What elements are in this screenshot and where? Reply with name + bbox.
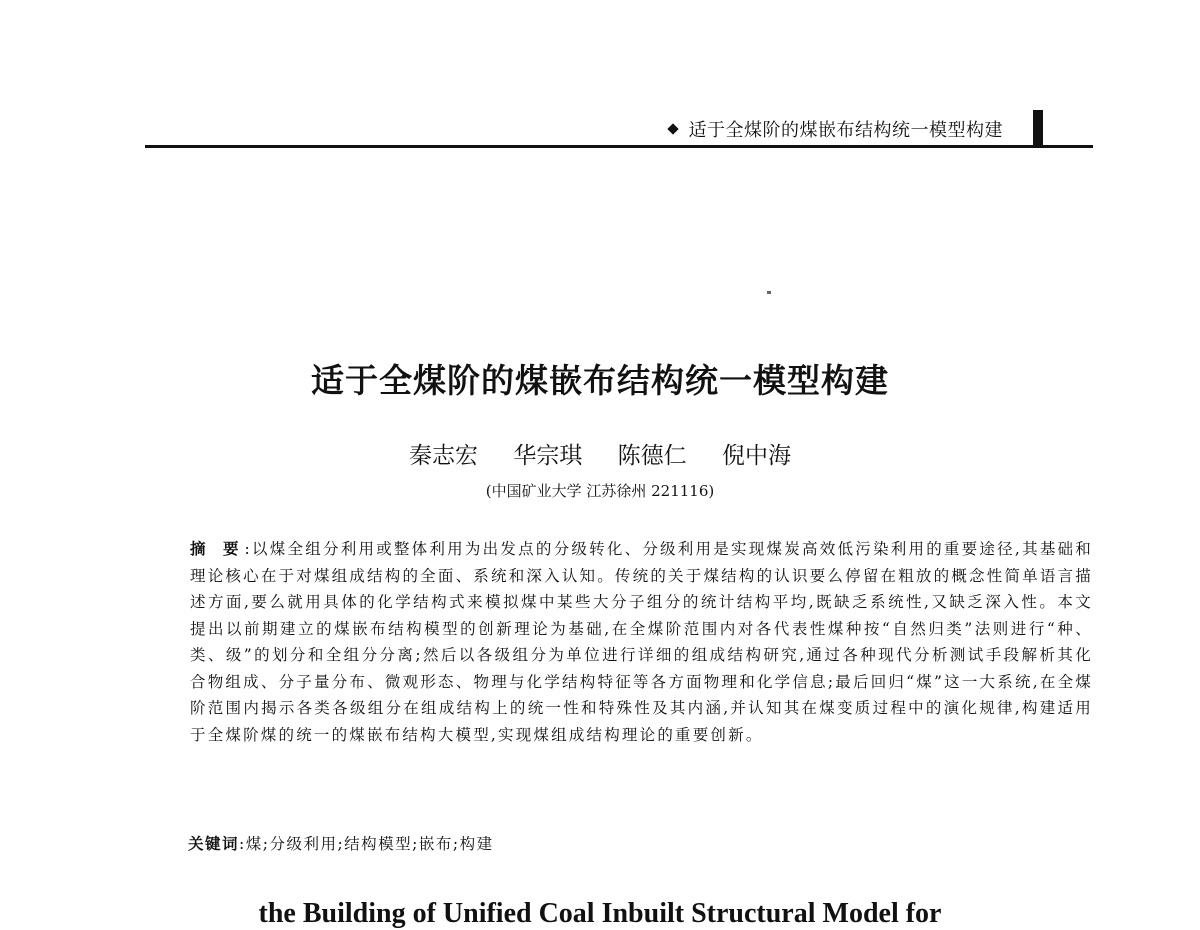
english-title: the Building of Unified Coal Inbuilt Structural Model for [258,898,942,929]
keywords [188,832,494,854]
running-header-text: 适于全煤阶的煤嵌布结构统一模型构建 [688,120,1003,141]
diamond-icon [667,123,678,134]
header-rule [145,145,1093,148]
author: 倪中海 [721,443,791,469]
affiliation: (中国矿业大学 江苏徐州 221116) [485,482,715,500]
keywords-label: 关键词 [188,835,240,853]
running-header [145,110,1093,148]
header-bar-mark [1033,110,1043,148]
author-list [0,437,1200,470]
author: 陈德仁 [617,443,687,469]
keywords-text: :煤;分级利用;结构模型;嵌布;构建 [239,835,494,853]
abstract [145,536,1093,748]
scan-speck [767,291,771,294]
abstract-text: :以煤全组分利用或整体利用为出发点的分级转化、分级利用是实现煤炭高效低污染利用的重要途径,其基础和理论核心在于对煤组成结构的全面、系统和深入认知。传统的关于煤结构的认识要么停留在粗放的概念性简单语言描述方面,要么就用具体的化学结构式来模拟煤中某些大分子组分的统计结构平均,既缺乏系统性,又缺乏深入性。本文提出以前期建立的煤嵌布结构模型的创新理论为基础,在全煤阶范围内对各代表性煤种按“自然归类”法则进行“种、类、级”的划分和全组分分离;然后以各级组分为单位进行详细的组成结构研究,通过各种现代分析测试手段解析其化合物组成、分子量分布、微观形态、物理与化学结构特征等各方面物理和化学信息;最后回归“煤”这一大系统,在全煤阶范围内揭示各类各级组分在组成结构上的统一性和特殊性及其内涵,并认知其在煤变质过程中的演化规律,构建适用于全煤阶煤的统一的煤嵌布结构大模型,实现煤组成结构理论的重要创新。 [190,540,1093,744]
author: 华宗琪 [513,443,583,469]
paper-title: 适于全煤阶的煤嵌布结构统一模型构建 [311,361,889,400]
author: 秦志宏 [409,443,479,469]
abstract-label: 摘 要 [190,540,245,558]
running-header-title [669,116,1004,142]
